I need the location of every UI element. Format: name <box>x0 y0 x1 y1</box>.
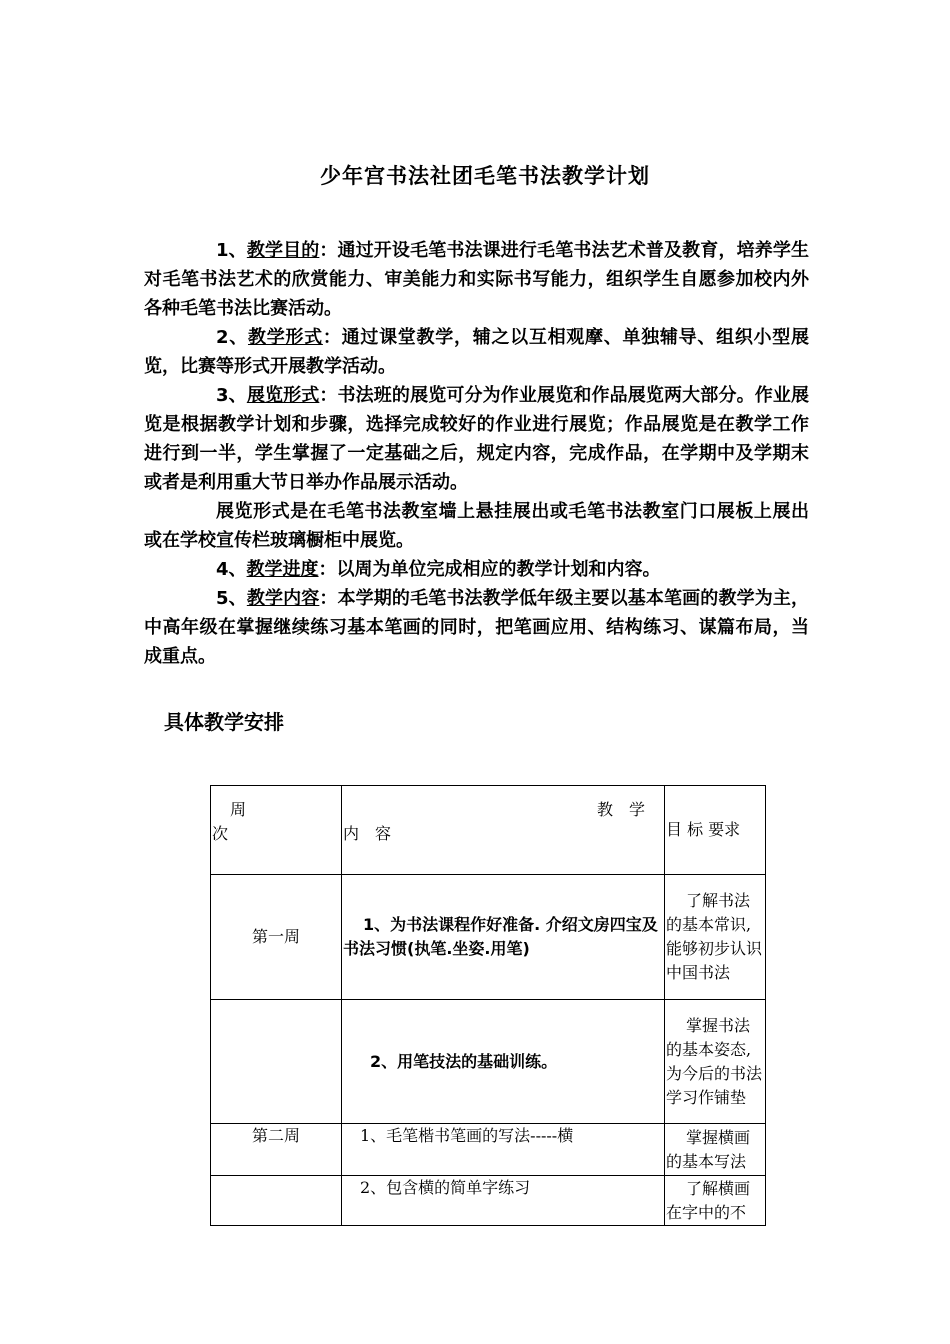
paragraph-number: 5、 <box>216 588 247 609</box>
row-goal: 了解横画在字中的不 <box>665 1176 766 1226</box>
paragraph-text: 展览形式是在毛笔书法教室墙上悬挂展出或毛笔书法教室门口展板上展出或在学校宣传栏玻璃橱柜中展览。 <box>144 501 809 551</box>
row-goal: 掌握横画的基本写法 <box>665 1124 766 1176</box>
table-row <box>211 1000 766 1124</box>
table-header-row <box>211 786 766 875</box>
row-week: 第二周 <box>211 1124 342 1176</box>
paragraph-text: ：本学期的毛笔书法教学低年级主要以基本笔画的教学为主，中高年级在掌握继续练习基本笔画的同时，把笔画应用、结构练习、谋篇布局，当成重点。 <box>144 588 810 667</box>
paragraph-3 <box>144 381 809 497</box>
row-content: 2、包含横的简单字练习 <box>342 1176 665 1226</box>
header-content <box>342 786 665 875</box>
row-content: 1、毛笔楷书笔画的写法-----横 <box>342 1124 665 1176</box>
table-row <box>211 1124 766 1176</box>
header-goal: 目 标 要求 <box>665 786 766 875</box>
paragraph-key: 展览形式 <box>246 385 320 406</box>
paragraph-number: 2、 <box>216 327 248 348</box>
paragraph-key: 教学形式 <box>247 327 323 348</box>
page-title: 少年宫书法社团毛笔书法教学计划 <box>320 163 650 188</box>
header-week <box>211 786 342 875</box>
document-body <box>144 236 809 671</box>
paragraph-text: ：通过开设毛笔书法课进行毛笔书法艺术普及教育，培养学生对毛笔书法艺术的欣赏能力、审美能力和实际书写能力，组织学生自愿参加校内外各种毛笔书法比赛活动。 <box>144 240 810 319</box>
paragraph-6 <box>144 584 809 671</box>
header-content-line1: 教 学 <box>596 800 645 819</box>
row-goal: 了解书法的基本常识,能够初步认识中国书法 <box>665 875 766 1000</box>
table-row <box>211 1176 766 1226</box>
paragraph-4 <box>144 497 809 555</box>
row-content: 1、为书法课程作好准备. 介绍文房四宝及书法习惯(执笔.坐姿.用笔) <box>342 875 665 1000</box>
row-goal: 掌握书法的基本姿态,为今后的书法学习作铺垫 <box>665 1000 766 1124</box>
paragraph-number: 3、 <box>216 385 247 406</box>
paragraph-text: ：通过课堂教学，辅之以互相观摩、单独辅导、组织小型展览，比赛等形式开展教学活动。 <box>144 327 810 377</box>
paragraph-key: 教学进度 <box>246 559 319 580</box>
row-week: 第一周 <box>211 875 342 1000</box>
paragraph-key: 教学目的 <box>246 240 320 261</box>
paragraph-5 <box>144 555 809 584</box>
table-row <box>211 875 766 1000</box>
paragraph-number: 1、 <box>216 240 247 261</box>
header-content-line2: 内 容 <box>343 824 392 843</box>
row-week <box>211 1000 342 1124</box>
header-week-line1: 周 <box>230 800 247 819</box>
paragraph-1 <box>144 236 809 323</box>
row-content: 2、用笔技法的基础训练。 <box>342 1000 665 1124</box>
paragraph-number: 4、 <box>216 559 247 580</box>
section-heading: 具体教学安排 <box>164 710 284 734</box>
paragraph-text: ：以周为单位完成相应的教学计划和内容。 <box>318 559 661 580</box>
header-week-line2: 次 <box>212 824 229 843</box>
paragraph-text: ：书法班的展览可分为作业展览和作品展览两大部分。作业展览是根据教学计划和步骤，选择完成较好的作业进行展览；作品展览是在教学工作进行到一半，学生掌握了一定基础之后，规定内容，完成作品，在学期中及学期末或者是利用重大节日举办作品展示活动。 <box>144 385 810 493</box>
row-week <box>211 1176 342 1226</box>
schedule-table <box>210 785 766 1226</box>
paragraph-key: 教学内容 <box>246 588 320 609</box>
paragraph-2 <box>144 323 809 381</box>
